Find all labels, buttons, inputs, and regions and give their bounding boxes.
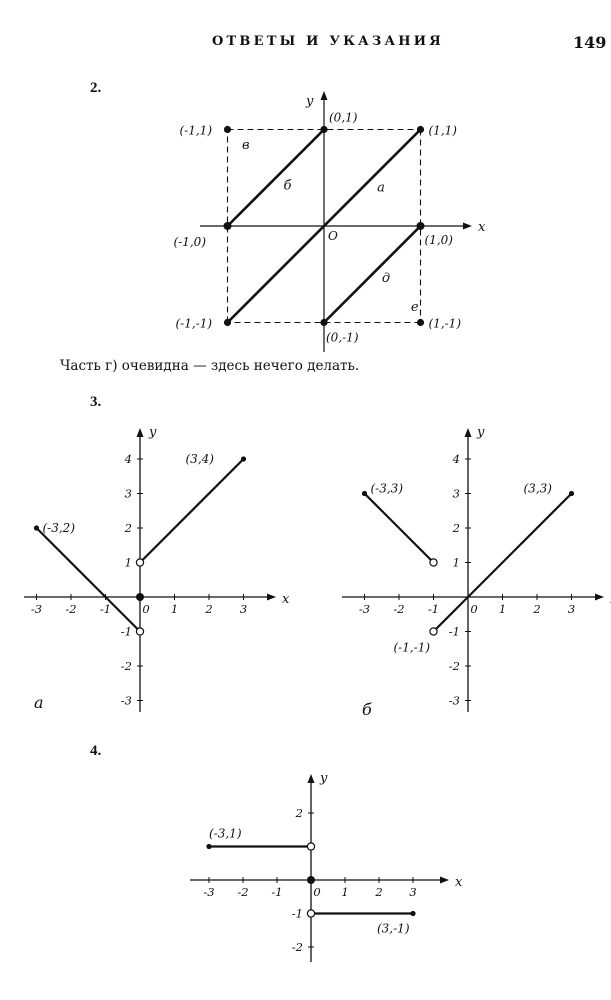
point-label: (-3,2) [42, 521, 76, 535]
closed-endpoint [34, 525, 39, 530]
closed-endpoint [206, 844, 211, 849]
x-axis-arrow [463, 223, 472, 230]
y-tick-label: 4 [452, 452, 460, 466]
x-tick-label: -1 [427, 602, 440, 616]
x-tick-label: 3 [567, 602, 576, 616]
y-axis-arrow [308, 774, 315, 783]
graph-segment [37, 528, 141, 632]
point-label: (-1,0) [173, 235, 207, 249]
filled-point [307, 876, 315, 884]
point-label: (3,4) [185, 452, 214, 466]
problem-2-note: Часть г) очевидна — здесь нечего делать. [60, 358, 360, 374]
y-axis-label: y [306, 94, 314, 109]
y-tick-label: -3 [448, 693, 460, 708]
x-tick-label: 0 [470, 602, 478, 616]
open-endpoint [136, 559, 143, 566]
y-tick-label: -3 [120, 693, 132, 708]
x-tick-label: 3 [409, 885, 417, 899]
x-axis-arrow [267, 594, 276, 601]
plot-point [417, 319, 424, 326]
y-tick-label: 1 [124, 555, 132, 570]
page-number: 149 [573, 33, 607, 52]
y-axis-arrow [321, 91, 328, 100]
y-axis-label: y [477, 425, 485, 440]
open-endpoint [136, 628, 143, 635]
y-axis-arrow [137, 428, 144, 437]
x-tick-label: 3 [239, 602, 248, 616]
plot-point [224, 319, 231, 326]
graph-segment [324, 226, 421, 323]
y-tick-label: -2 [120, 659, 132, 673]
point-label: (-1,1) [179, 123, 213, 138]
segment-label: б [283, 178, 292, 194]
x-tick-label: -1 [271, 885, 283, 899]
panel-label: б [362, 700, 372, 719]
closed-endpoint [241, 456, 246, 461]
x-tick-label: 2 [375, 885, 383, 899]
y-tick-label: -1 [120, 624, 132, 639]
x-tick-label: 1 [170, 602, 179, 616]
x-tick-label: -3 [358, 602, 371, 616]
plot-point [224, 222, 232, 230]
x-axis-arrow [595, 594, 604, 601]
x-axis-label: x [478, 220, 486, 235]
point-label: (-1,-1) [393, 640, 431, 655]
plot-point [417, 126, 424, 133]
x-tick-label: -3 [30, 602, 43, 616]
segment-label: а [377, 180, 385, 196]
plot-point [417, 222, 425, 230]
point-label: (1,0) [424, 233, 453, 247]
point-label: (-1,-1) [175, 316, 213, 331]
filled-point [136, 593, 144, 601]
panel-label: а [34, 693, 44, 712]
x-tick-label: 2 [205, 602, 213, 616]
y-tick-label: 3 [452, 486, 460, 501]
point-label: (-3,1) [209, 826, 242, 841]
plot-point [224, 126, 231, 133]
problem-number-2: 2. [90, 80, 102, 96]
y-tick-label: 2 [295, 806, 303, 820]
origin-label: O [328, 229, 338, 243]
y-axis-label: y [149, 425, 157, 440]
y-axis-arrow [465, 428, 472, 437]
y-tick-label: 2 [124, 521, 132, 535]
x-axis-label: x [282, 592, 290, 607]
open-endpoint [430, 559, 437, 566]
y-tick-label: 1 [452, 555, 460, 570]
x-tick-label: 1 [341, 885, 349, 899]
x-tick-label: 0 [313, 885, 321, 899]
closed-endpoint [410, 911, 415, 916]
x-tick-label: 1 [498, 602, 507, 616]
point-label: (1,-1) [428, 316, 462, 331]
x-tick-label: 2 [533, 602, 541, 616]
segment-label: д [381, 270, 391, 286]
point-label: (-3,3) [370, 481, 404, 496]
y-tick-label: 2 [452, 521, 460, 535]
point-label: (3,3) [523, 481, 552, 496]
y-tick-label: 3 [124, 486, 132, 501]
y-tick-label: 4 [124, 452, 132, 466]
y-tick-label: -2 [291, 940, 303, 954]
graph-segment [365, 494, 434, 563]
region-label: в [241, 137, 250, 153]
point-label: (0,1) [329, 110, 358, 125]
open-endpoint [307, 910, 314, 917]
open-endpoint [307, 843, 314, 850]
problem-number-3: 3. [90, 394, 102, 410]
region-label: е [410, 299, 419, 315]
open-endpoint [430, 628, 437, 635]
problem-number-4: 4. [90, 743, 102, 759]
closed-endpoint [362, 491, 367, 496]
x-tick-label: -2 [393, 602, 405, 616]
y-tick-label: -2 [448, 659, 460, 673]
y-axis-label: y [320, 771, 328, 786]
x-axis-arrow [440, 877, 449, 884]
plot-point [320, 126, 327, 133]
x-tick-label: -3 [203, 885, 215, 899]
point-label: (3,-1) [377, 921, 410, 936]
graph-segment [140, 459, 244, 563]
x-tick-label: -1 [99, 602, 112, 616]
y-tick-label: -1 [291, 906, 303, 921]
point-label: (1,1) [428, 123, 457, 138]
closed-endpoint [569, 491, 574, 496]
x-tick-label: 0 [142, 602, 150, 616]
point-label: (0,-1) [326, 330, 359, 345]
x-tick-label: -2 [65, 602, 77, 616]
x-axis-label: x [455, 875, 463, 890]
x-tick-label: -2 [237, 885, 249, 899]
running-header: ОТВЕТЫ И УКАЗАНИЯ [212, 34, 444, 49]
y-tick-label: -1 [448, 624, 460, 639]
plot-point [320, 319, 327, 326]
